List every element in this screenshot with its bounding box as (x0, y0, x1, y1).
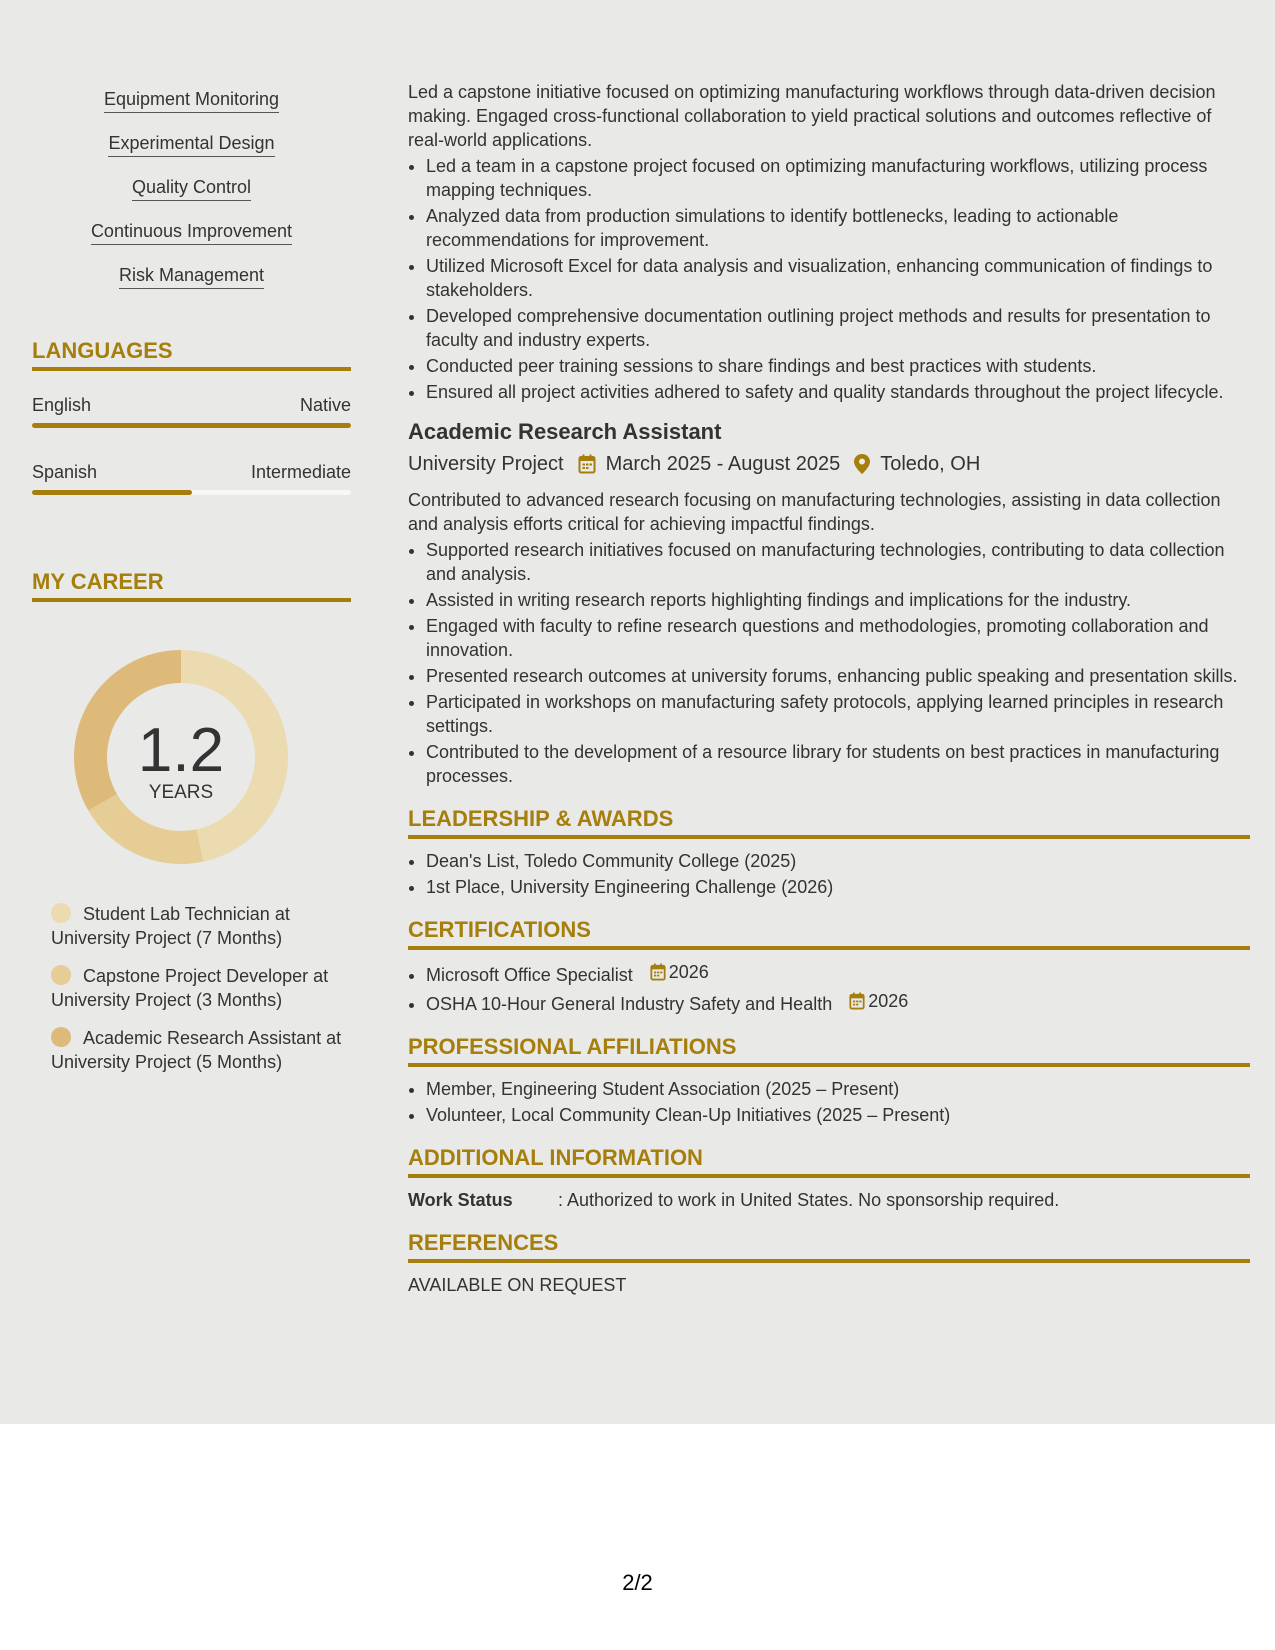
career-legend-item (51, 1026, 351, 1074)
references-text: AVAILABLE ON REQUEST (408, 1275, 627, 1295)
calendar-icon (650, 963, 666, 981)
languages-heading: LANGUAGES (32, 338, 351, 371)
work-status-label: Work Status (408, 1190, 513, 1210)
experience-bullets (408, 154, 1250, 404)
skills-list (32, 80, 351, 308)
experience-bullets (408, 538, 1250, 788)
certification-name: OSHA 10-Hour General Industry Safety and Health (426, 994, 833, 1014)
career-total-unit: YEARS (148, 782, 214, 803)
language-name: English (32, 395, 92, 415)
skill-item: Continuous Improvement (91, 220, 292, 245)
experience-summary: Led a capstone initiative focused on optimizing manufacturing workflows through data-driven decision making. Engaged cross-functional collaboration to yield practical solutions and outcomes reflective of real-world applications. (408, 82, 1216, 150)
language-level: Native (299, 395, 351, 415)
bullet-item: • Participated in workshops on manufacturing safety protocols, applying learned principles in research settings. (426, 690, 1250, 738)
bullet-item: • Analyzed data from production simulations to identify bottlenecks, leading to actionable recommendations for improvement. (426, 204, 1250, 252)
certification-year: 2026 (868, 991, 909, 1011)
additional-info-heading: ADDITIONAL INFORMATION (408, 1145, 1250, 1178)
certifications-list (408, 960, 1250, 1016)
language-proficiency-fill (32, 490, 192, 495)
map-pin-icon (854, 454, 870, 474)
references-heading: REFERENCES (408, 1230, 1250, 1263)
bullet-item: • Conducted peer training sessions to share findings and best practices with students. (426, 354, 1250, 378)
award-item: • 1st Place, University Engineering Challenge (2026) (426, 875, 1250, 899)
bullet-item: • Contributed to the development of a resource library for students on best practices in manufacturing processes. (426, 740, 1250, 788)
legend-dot (51, 965, 71, 985)
legend-text: Student Lab Technician at University Project (7 Months) (51, 904, 290, 948)
bullet-item: • Developed comprehensive documentation outlining project methods and results for presentation to faculty and industry experts. (426, 304, 1250, 352)
legend-dot (51, 903, 71, 923)
career-donut-chart (66, 642, 296, 872)
language-proficiency-fill (32, 423, 351, 428)
leadership-list (408, 849, 1250, 899)
left-column (32, 80, 351, 1088)
award-item: • Dean's List, Toledo Community College (2025) (426, 849, 1250, 873)
bullet-item: • Utilized Microsoft Excel for data analysis and visualization, enhancing communication of findings to stakeholders. (426, 254, 1250, 302)
career-total-years: 1.2 (137, 716, 225, 785)
bullet-item: • Engaged with faculty to refine research questions and methodologies, promoting collaboration and innovation. (426, 614, 1250, 662)
career-legend-item (51, 964, 351, 1012)
job-location: Toledo, OH (880, 453, 981, 475)
certification-item (426, 989, 1250, 1016)
language-level: Intermediate (250, 462, 351, 482)
bullet-item: • Assisted in writing research reports highlighting findings and implications for the industry. (426, 588, 1250, 612)
language-proficiency-bar (32, 423, 351, 428)
certification-item (426, 960, 1250, 987)
job-title: Academic Research Assistant (408, 419, 722, 444)
legend-dot (51, 1027, 71, 1047)
career-legend-item (51, 902, 351, 950)
bullet-item: • Supported research initiatives focused on manufacturing technologies, contributing to data collection and analysis. (426, 538, 1250, 586)
job-org: University Project (408, 453, 564, 475)
bullet-item: • Led a team in a capstone project focused on optimizing manufacturing workflows, utilizing process mapping techniques. (426, 154, 1250, 202)
certification-name: Microsoft Office Specialist (426, 965, 633, 985)
bullet-item: • Ensured all project activities adhered to safety and quality standards throughout the project lifecycle. (426, 380, 1250, 404)
legend-text: Capstone Project Developer at University Project (3 Months) (51, 966, 329, 1010)
work-status (408, 1188, 1250, 1212)
language-name: Spanish (32, 462, 98, 482)
skill-item: Quality Control (132, 176, 251, 201)
language-proficiency-bar (32, 490, 351, 495)
affiliation-item: • Volunteer, Local Community Clean-Up Initiatives (2025 – Present) (426, 1103, 1250, 1127)
career-heading: MY CAREER (32, 569, 351, 602)
leadership-heading: LEADERSHIP & AWARDS (408, 806, 1250, 839)
certification-year: 2026 (668, 962, 709, 982)
skill-item: Experimental Design (108, 132, 274, 157)
certifications-heading: CERTIFICATIONS (408, 917, 1250, 950)
calendar-icon (849, 992, 865, 1010)
bullet-item: • Presented research outcomes at university forums, enhancing public speaking and presentation skills. (426, 664, 1250, 688)
affiliations-heading: PROFESSIONAL AFFILIATIONS (408, 1034, 1250, 1067)
legend-text: Academic Research Assistant at University Project (5 Months) (51, 1028, 342, 1072)
language-spanish (32, 462, 351, 495)
work-status-value: : Authorized to work in United States. No sponsorship required. (558, 1190, 1060, 1210)
job-dates: March 2025 - August 2025 (605, 453, 841, 475)
right-column (408, 80, 1250, 1297)
job-meta (408, 450, 1250, 478)
skill-item: Risk Management (119, 264, 264, 289)
affiliation-item: • Member, Engineering Student Association (2025 – Present) (426, 1077, 1250, 1101)
language-english (32, 395, 351, 428)
calendar-icon (578, 454, 596, 474)
page-number: 2/2 (622, 1570, 653, 1595)
experience-summary: Contributed to advanced research focusing on manufacturing technologies, assisting in data collection and analysis efforts critical for achieving impactful findings. (408, 490, 1221, 534)
skill-item: Equipment Monitoring (104, 88, 279, 113)
career-legend (32, 902, 351, 1074)
affiliations-list (408, 1077, 1250, 1127)
